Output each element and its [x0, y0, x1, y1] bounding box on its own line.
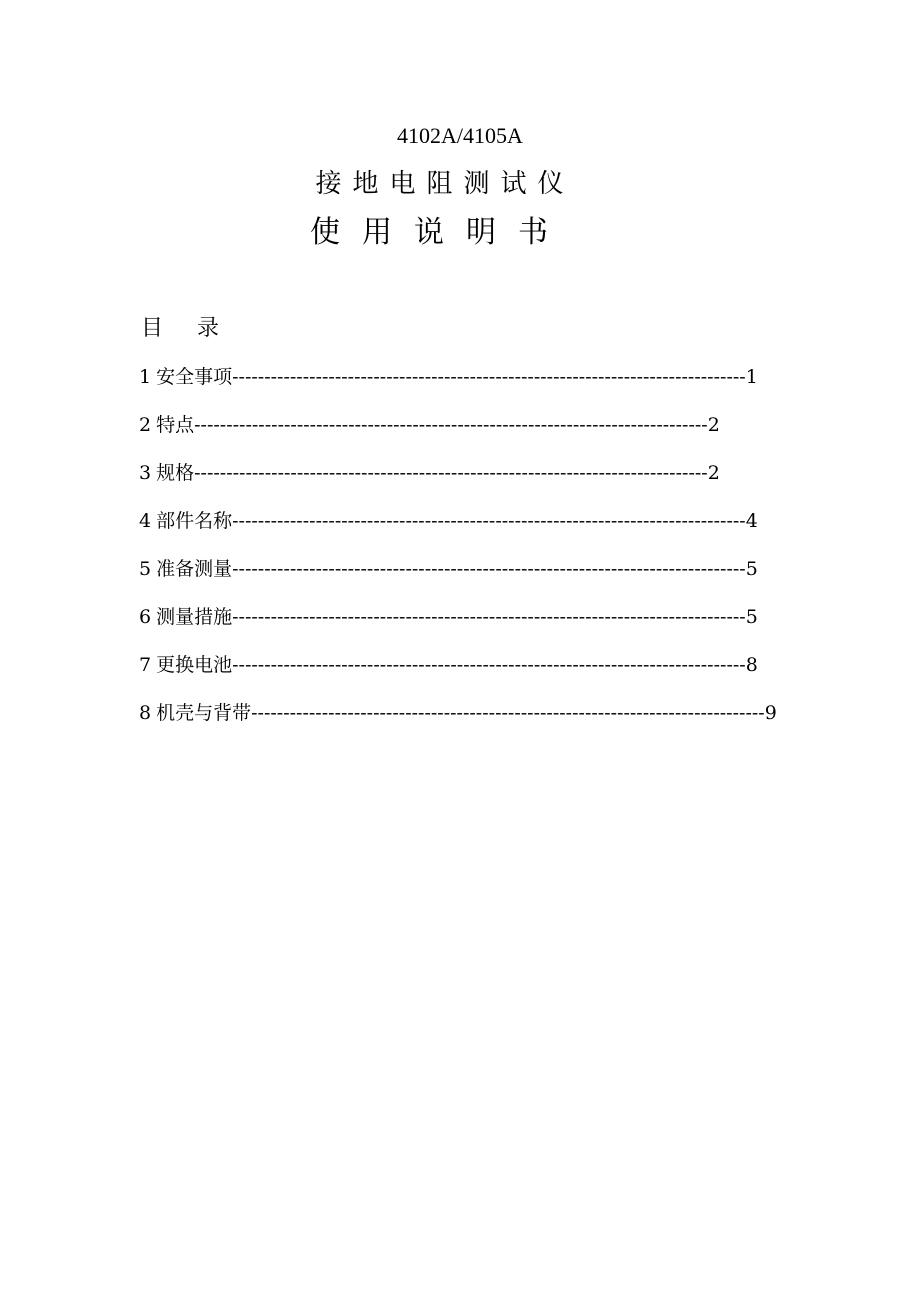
toc-entry [139, 458, 720, 506]
toc-entry-number: 2 [139, 414, 152, 436]
toc-leader: -------------------------------------------------------------------------------- [232, 654, 746, 676]
toc-leader: -------------------------------------------------------------------------------- [232, 366, 746, 388]
toc-entry-number: 8 [139, 702, 152, 724]
toc-leader: -------------------------------------------------------------------------------- [232, 606, 746, 628]
toc-entry-page: 4 [745, 510, 758, 532]
toc-entry-label: 部件名称 [156, 510, 233, 532]
toc-heading: 目录 [141, 316, 254, 341]
toc-entry-page: 2 [707, 414, 720, 436]
toc-entry-page: 8 [745, 654, 758, 676]
toc-entry-number: 5 [139, 558, 152, 580]
toc-entry-number: 3 [139, 462, 152, 484]
toc-leader: -------------------------------------------------------------------------------- [194, 462, 708, 484]
toc-entry [139, 650, 758, 698]
toc-entry [139, 410, 720, 458]
toc-leader: -------------------------------------------------------------------------------- [232, 558, 746, 580]
toc-entry-page: 5 [745, 558, 758, 580]
toc-entry [139, 506, 758, 554]
document-subtitle: 使用说明书 [310, 215, 570, 250]
model-number: 4102A/4105A [397, 123, 523, 148]
toc-entry-number: 4 [139, 510, 152, 532]
toc-entry-page: 5 [745, 606, 758, 628]
toc-entry [139, 554, 758, 602]
toc-leader: -------------------------------------------------------------------------------- [251, 702, 765, 724]
toc-entry-number: 1 [139, 366, 152, 388]
toc-entry-label: 更换电池 [156, 654, 233, 676]
toc-entry-number: 7 [139, 654, 152, 676]
toc-entry-label: 特点 [156, 414, 195, 436]
toc-leader: -------------------------------------------------------------------------------- [194, 414, 708, 436]
toc-entry [139, 602, 758, 650]
table-of-contents [139, 362, 777, 746]
toc-entry-number: 6 [139, 606, 152, 628]
toc-entry-page: 1 [745, 366, 758, 388]
toc-entry-label: 准备测量 [156, 558, 233, 580]
toc-leader: -------------------------------------------------------------------------------- [232, 510, 746, 532]
toc-entry-page: 9 [764, 702, 777, 724]
document-title: 接地电阻测试仪 [315, 169, 575, 199]
toc-entry-label: 机壳与背带 [156, 702, 252, 724]
toc-entry-page: 2 [707, 462, 720, 484]
toc-entry-label: 测量措施 [156, 606, 233, 628]
toc-entry [139, 698, 777, 746]
toc-entry-label: 安全事项 [156, 366, 233, 388]
toc-entry-label: 规格 [156, 462, 195, 484]
toc-entry [139, 362, 758, 410]
